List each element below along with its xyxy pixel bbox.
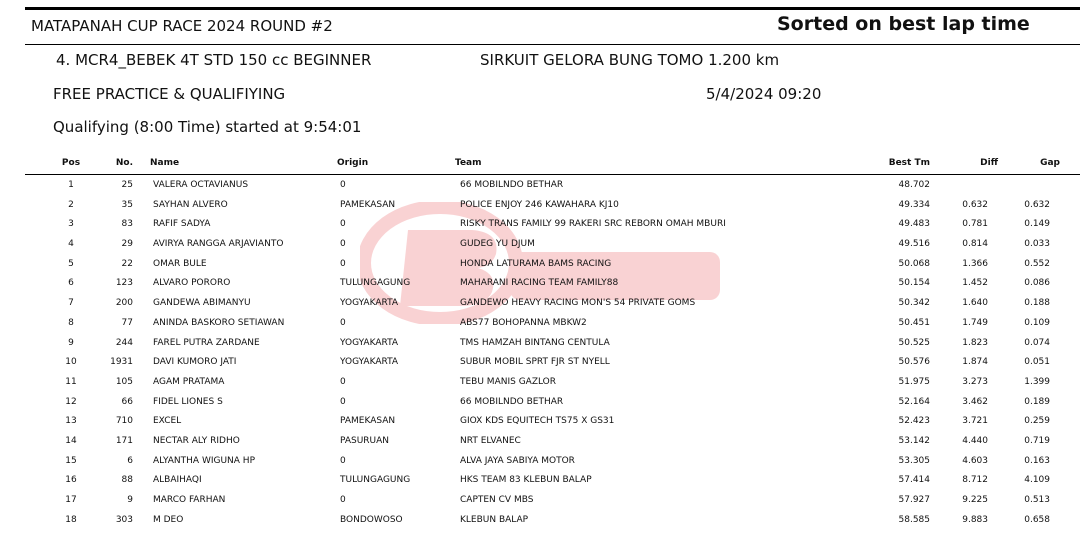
row-diff: 4.440 xyxy=(962,435,988,446)
table-row xyxy=(0,412,1080,432)
col-no: No. xyxy=(115,158,133,168)
row-origin: 0 xyxy=(340,180,346,190)
row-team: POLICE ENJOY 246 KAWAHARA KJ10 xyxy=(460,199,619,210)
row-gap: 0.632 xyxy=(1024,199,1050,210)
row-best-time: 52.164 xyxy=(898,396,930,407)
col-diff: Diff xyxy=(980,158,998,168)
row-gap: 0.086 xyxy=(1024,278,1050,289)
row-number: 6 xyxy=(127,455,133,466)
row-diff: 3.462 xyxy=(962,396,988,407)
row-number: 105 xyxy=(115,376,133,387)
row-best-time: 50.068 xyxy=(898,258,930,269)
table-header xyxy=(0,158,1080,172)
row-best-time: 51.975 xyxy=(898,376,930,387)
row-pos: 16 xyxy=(65,475,77,486)
row-gap: 1.399 xyxy=(1024,376,1050,387)
row-pos: 11 xyxy=(65,376,77,387)
row-origin: PASURUAN xyxy=(340,435,390,446)
row-gap: 4.109 xyxy=(1024,475,1050,486)
table-row xyxy=(0,274,1080,294)
col-origin: Origin xyxy=(337,158,369,168)
row-number: 171 xyxy=(115,435,133,446)
row-team: RISKY TRANS FAMILY 99 RAKERI SRC REBORN OMAH MBURI xyxy=(460,219,726,230)
row-rider-name: VALERA OCTAVIANUS xyxy=(153,180,249,190)
row-number: 9 xyxy=(127,495,133,505)
row-rider-name: ANINDA BASKORO SETIAWAN xyxy=(153,317,285,328)
row-rider-name: ALBAIHAQI xyxy=(153,475,202,486)
row-number: 303 xyxy=(115,514,133,525)
row-gap: 0.051 xyxy=(1024,357,1050,368)
row-origin: BONDOWOSO xyxy=(340,514,403,525)
row-team: 66 MOBILNDO BETHAR xyxy=(460,396,564,407)
row-pos: 3 xyxy=(68,219,74,230)
row-number: 710 xyxy=(115,416,133,427)
row-rider-name: SAYHAN ALVERO xyxy=(153,199,228,210)
row-team: ABS77 BOHOPANNA MBKW2 xyxy=(460,317,587,328)
table-row xyxy=(0,314,1080,334)
row-diff: 1.823 xyxy=(962,337,988,348)
row-diff: 9.225 xyxy=(962,495,988,505)
row-pos: 5 xyxy=(68,258,74,269)
row-diff: 4.603 xyxy=(962,455,988,466)
row-best-time: 53.142 xyxy=(898,435,930,446)
row-gap: 0.149 xyxy=(1024,219,1050,230)
row-pos: 10 xyxy=(65,357,77,368)
row-rider-name: MARCO FARHAN xyxy=(153,495,226,505)
row-origin: TULUNGAGUNG xyxy=(340,475,411,486)
table-row xyxy=(0,432,1080,452)
row-rider-name: DAVI KUMORO JATI xyxy=(153,357,237,368)
row-gap: 0.189 xyxy=(1024,396,1050,407)
row-number: 35 xyxy=(121,199,133,210)
row-team: HONDA LATURAMA BAMS RACING xyxy=(460,258,612,269)
row-diff: 1.640 xyxy=(962,298,988,309)
row-diff: 1.366 xyxy=(962,258,988,269)
sort-title: Sorted on best lap time xyxy=(777,13,1030,35)
row-diff: 1.749 xyxy=(962,317,988,328)
row-origin: 0 xyxy=(340,219,346,230)
row-team: TMS HAMZAH BINTANG CENTULA xyxy=(460,337,610,348)
row-number: 200 xyxy=(115,298,133,309)
row-pos: 14 xyxy=(65,435,77,446)
header-rule xyxy=(25,174,1080,175)
row-best-time: 48.702 xyxy=(898,180,930,190)
row-diff: 1.874 xyxy=(962,357,988,368)
row-pos: 15 xyxy=(65,455,77,466)
table-row xyxy=(0,196,1080,216)
row-pos: 6 xyxy=(68,278,74,289)
row-pos: 8 xyxy=(68,317,74,328)
row-rider-name: M DEO xyxy=(153,514,184,525)
row-team: SUBUR MOBIL SPRT FJR ST NYELL xyxy=(460,357,610,368)
session-datetime: 5/4/2024 09:20 xyxy=(706,85,822,103)
row-rider-name: GANDEWA ABIMANYU xyxy=(153,298,251,309)
table-row xyxy=(0,176,1080,196)
table-row xyxy=(0,235,1080,255)
session-name: FREE PRACTICE & QUALIFIYING xyxy=(53,85,286,103)
event-title: MATAPANAH CUP RACE 2024 ROUND #2 xyxy=(31,17,333,35)
row-best-time: 57.414 xyxy=(898,475,930,486)
row-best-time: 50.525 xyxy=(898,337,930,348)
row-number: 66 xyxy=(121,396,133,407)
row-gap: 0.033 xyxy=(1024,239,1050,250)
table-row xyxy=(0,334,1080,354)
row-best-time: 58.585 xyxy=(898,514,930,525)
col-best-time: Best Tm xyxy=(888,158,930,168)
class-name: 4. MCR4_BEBEK 4T STD 150 cc BEGINNER xyxy=(56,51,372,69)
row-rider-name: RAFIF SADYA xyxy=(153,219,211,230)
row-origin: YOGYAKARTA xyxy=(340,298,399,309)
table-row xyxy=(0,255,1080,275)
row-origin: TULUNGAGUNG xyxy=(340,278,411,289)
row-diff: 3.273 xyxy=(962,376,988,387)
col-name: Name xyxy=(150,158,180,168)
row-best-time: 49.516 xyxy=(898,239,930,250)
row-team: 66 MOBILNDO BETHAR xyxy=(460,180,564,190)
row-rider-name: OMAR BULE xyxy=(153,258,207,269)
table-row xyxy=(0,393,1080,413)
circuit-name: SIRKUIT GELORA BUNG TOMO 1.200 km xyxy=(480,51,780,69)
row-number: 25 xyxy=(121,180,133,190)
row-diff: 3.721 xyxy=(962,416,988,427)
row-gap: 0.163 xyxy=(1024,455,1050,466)
row-team: GANDEWO HEAVY RACING MON'S 54 PRIVATE GOMS xyxy=(460,298,696,309)
row-best-time: 50.576 xyxy=(898,357,930,368)
row-origin: 0 xyxy=(340,455,346,466)
row-diff: 0.781 xyxy=(962,219,988,230)
table-row xyxy=(0,491,1080,511)
row-team: NRT ELVANEC xyxy=(460,435,521,446)
table-row xyxy=(0,353,1080,373)
table-row xyxy=(0,452,1080,472)
report-header xyxy=(25,10,1080,45)
row-diff: 8.712 xyxy=(962,475,988,486)
row-team: ALVA JAYA SABIYA MOTOR xyxy=(460,455,575,466)
row-pos: 2 xyxy=(68,199,74,210)
row-rider-name: ALVARO PORORO xyxy=(153,278,231,289)
row-rider-name: AVIRYA RANGGA ARJAVIANTO xyxy=(153,239,284,250)
row-best-time: 50.342 xyxy=(898,298,930,309)
col-team: Team xyxy=(455,158,482,168)
row-number: 1931 xyxy=(110,357,133,368)
row-origin: 0 xyxy=(340,376,346,387)
row-number: 88 xyxy=(121,475,133,486)
table-row xyxy=(0,511,1080,531)
row-diff: 0.814 xyxy=(962,239,988,250)
row-rider-name: FAREL PUTRA ZARDANE xyxy=(153,337,260,348)
row-gap: 0.074 xyxy=(1024,337,1050,348)
row-rider-name: FIDEL LIONES S xyxy=(153,396,223,407)
row-pos: 7 xyxy=(68,298,74,309)
row-number: 22 xyxy=(121,258,133,269)
col-pos: Pos xyxy=(61,158,81,168)
row-origin: 0 xyxy=(340,317,346,328)
row-team: GUDEG YU DJUM xyxy=(460,239,535,250)
row-diff: 0.632 xyxy=(962,199,988,210)
row-team: TEBU MANIS GAZLOR xyxy=(460,376,557,387)
results-table xyxy=(0,176,1080,530)
row-gap: 0.552 xyxy=(1024,258,1050,269)
row-best-time: 53.305 xyxy=(898,455,930,466)
row-gap: 0.109 xyxy=(1024,317,1050,328)
row-pos: 9 xyxy=(68,337,74,348)
row-pos: 13 xyxy=(65,416,77,427)
row-gap: 0.658 xyxy=(1024,514,1050,525)
row-best-time: 49.334 xyxy=(898,199,930,210)
row-team: HKS TEAM 83 KLEBUN BALAP xyxy=(460,475,592,486)
row-rider-name: AGAM PRATAMA xyxy=(153,376,225,387)
row-best-time: 57.927 xyxy=(898,495,930,505)
row-rider-name: EXCEL xyxy=(153,416,182,427)
row-pos: 1 xyxy=(68,180,74,190)
row-origin: 0 xyxy=(340,239,346,250)
row-gap: 0.719 xyxy=(1024,435,1050,446)
row-number: 83 xyxy=(121,219,133,230)
row-gap: 0.188 xyxy=(1024,298,1050,309)
row-origin: PAMEKASAN xyxy=(340,199,396,210)
row-origin: 0 xyxy=(340,258,346,269)
table-row xyxy=(0,373,1080,393)
row-origin: YOGYAKARTA xyxy=(340,337,399,348)
row-diff: 1.452 xyxy=(962,278,988,289)
row-team: CAPTEN CV MBS xyxy=(460,495,534,505)
row-origin: YOGYAKARTA xyxy=(340,357,399,368)
row-number: 29 xyxy=(121,239,133,250)
row-origin: 0 xyxy=(340,495,346,505)
row-number: 123 xyxy=(115,278,133,289)
row-best-time: 50.154 xyxy=(898,278,930,289)
row-number: 77 xyxy=(121,317,133,328)
row-best-time: 50.451 xyxy=(898,317,930,328)
row-number: 244 xyxy=(115,337,133,348)
row-origin: PAMEKASAN xyxy=(340,416,396,427)
qualifying-info: Qualifying (8:00 Time) started at 9:54:01 xyxy=(53,118,362,136)
row-origin: 0 xyxy=(340,396,346,407)
row-best-time: 49.483 xyxy=(898,219,930,230)
row-pos: 18 xyxy=(65,514,77,525)
row-team: MAHARANI RACING TEAM FAMILY88 xyxy=(460,278,619,289)
row-rider-name: ALYANTHA WIGUNA HP xyxy=(153,455,256,466)
row-diff: 9.883 xyxy=(962,514,988,525)
col-gap: Gap xyxy=(1040,158,1060,168)
table-row xyxy=(0,471,1080,491)
table-row xyxy=(0,294,1080,314)
row-gap: 0.259 xyxy=(1024,416,1050,427)
row-pos: 12 xyxy=(65,396,77,407)
row-team: KLEBUN BALAP xyxy=(460,514,529,525)
row-pos: 17 xyxy=(65,495,77,505)
table-row xyxy=(0,215,1080,235)
row-best-time: 52.423 xyxy=(898,416,930,427)
row-team: GIOX KDS EQUITECH TS75 X GS31 xyxy=(460,416,615,427)
row-gap: 0.513 xyxy=(1024,495,1050,505)
row-pos: 4 xyxy=(68,239,74,250)
row-rider-name: NECTAR ALY RIDHO xyxy=(153,435,240,446)
